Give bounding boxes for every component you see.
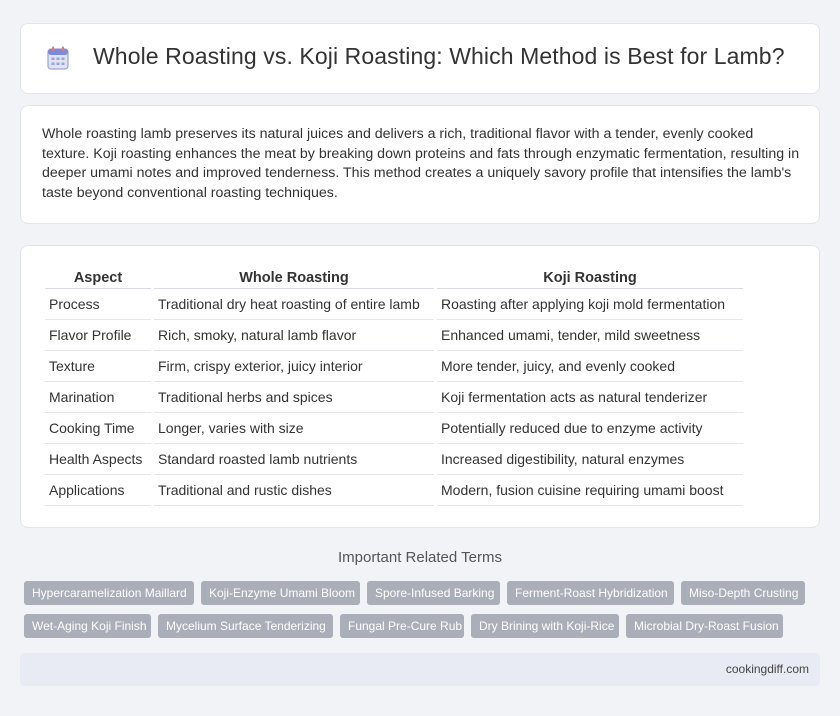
cell-aspect: Process <box>45 289 151 320</box>
cell-whole: Traditional and rustic dishes <box>154 475 434 506</box>
related-terms-title: Important Related Terms <box>338 549 502 566</box>
cell-aspect: Cooking Time <box>45 413 151 444</box>
intro-card <box>20 105 820 224</box>
cell-koji: More tender, juicy, and evenly cooked <box>437 351 743 382</box>
cell-whole: Rich, smoky, natural lamb flavor <box>154 320 434 351</box>
comparison-table <box>42 266 746 506</box>
cell-whole: Standard roasted lamb nutrients <box>154 444 434 475</box>
term-tag[interactable]: Microbial Dry-Roast Fusion <box>626 614 783 638</box>
cell-aspect: Applications <box>45 475 151 506</box>
table-row <box>45 289 743 320</box>
term-tag[interactable]: Fungal Pre-Cure Rub <box>340 614 464 638</box>
cell-aspect: Texture <box>45 351 151 382</box>
table-header-row <box>45 266 743 289</box>
term-tag[interactable]: Hypercaramelization Maillard <box>24 581 194 605</box>
term-tag[interactable]: Dry Brining with Koji-Rice <box>471 614 619 638</box>
term-tag[interactable]: Koji-Enzyme Umami Bloom <box>201 581 360 605</box>
cell-aspect: Marination <box>45 382 151 413</box>
header-koji-roasting: Koji Roasting <box>437 266 743 289</box>
calendar-icon <box>47 46 69 70</box>
cell-koji: Enhanced umami, tender, mild sweetness <box>437 320 743 351</box>
term-tag[interactable]: Ferment-Roast Hybridization <box>507 581 674 605</box>
table-row <box>45 382 743 413</box>
cell-koji: Roasting after applying koji mold fermentation <box>437 289 743 320</box>
term-tag[interactable]: Wet-Aging Koji Finish <box>24 614 151 638</box>
cell-koji: Modern, fusion cuisine requiring umami boost <box>437 475 743 506</box>
term-tag[interactable]: Miso-Depth Crusting <box>681 581 805 605</box>
cell-whole: Traditional dry heat roasting of entire lamb <box>154 289 434 320</box>
footer <box>20 653 820 686</box>
cell-whole: Longer, varies with size <box>154 413 434 444</box>
header-aspect: Aspect <box>45 266 151 289</box>
table-row <box>45 351 743 382</box>
cell-koji: Potentially reduced due to enzyme activity <box>437 413 743 444</box>
table-row <box>45 444 743 475</box>
footer-site-link[interactable]: cookingdiff.com <box>725 662 809 676</box>
cell-koji: Increased digestibility, natural enzymes <box>437 444 743 475</box>
table-row <box>45 320 743 351</box>
cell-whole: Traditional herbs and spices <box>154 382 434 413</box>
cell-aspect: Flavor Profile <box>45 320 151 351</box>
table-row <box>45 475 743 506</box>
intro-text: Whole roasting lamb preserves its natural juices and delivers a rich, traditional flavor with a tender, evenly cooked texture. Koji roasting enhances the meat by breaking down proteins and fats through enzymatic fermentation, resulting in deeper umami notes and improved tenderness. This method creates a uniquely savory profile that intensifies the lamb's taste beyond conventional roasting techniques. <box>42 126 800 201</box>
cell-whole: Firm, crispy exterior, juicy interior <box>154 351 434 382</box>
header-whole-roasting: Whole Roasting <box>154 266 434 289</box>
comparison-table-card <box>20 245 820 528</box>
cell-aspect: Health Aspects <box>45 444 151 475</box>
table-row <box>45 413 743 444</box>
term-tag[interactable]: Mycelium Surface Tenderizing <box>158 614 333 638</box>
cell-koji: Koji fermentation acts as natural tenderizer <box>437 382 743 413</box>
page-title: Whole Roasting vs. Koji Roasting: Which Method is Best for Lamb? <box>93 43 785 69</box>
header-card <box>20 23 820 94</box>
term-tag[interactable]: Spore-Infused Barking <box>367 581 500 605</box>
